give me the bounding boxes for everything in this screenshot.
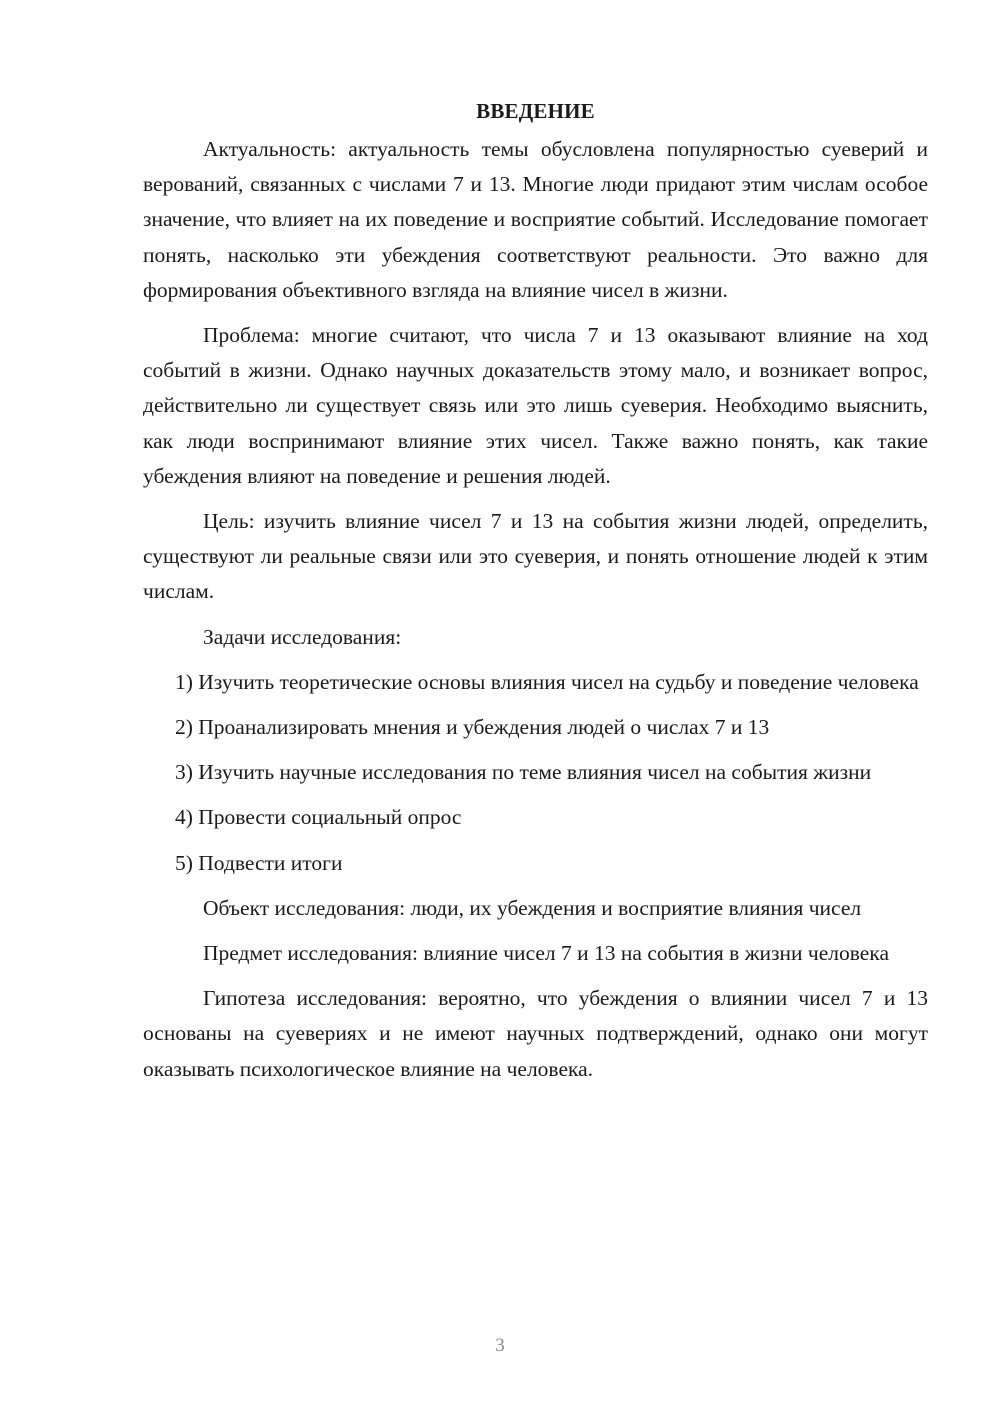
task-item-2: 2) Проанализировать мнения и убеждения людей о числах 7 и 13 (175, 715, 770, 740)
tasks-heading: Задачи исследования: (203, 624, 402, 649)
paragraph-hypothesis: Гипотеза исследования: вероятно, что убеждения о влиянии чисел 7 и 13 основаны на суевериях и не имеют научных подтверждений, однако они могут оказывать психологическое влияние на человека. (143, 986, 928, 1081)
task-item-5: 5) Подвести итоги (175, 850, 343, 875)
document-page (143, 96, 928, 1097)
section-title: ВВЕДЕНИЕ (476, 99, 595, 123)
page-number: 3 (495, 1335, 505, 1356)
paragraph-relevance: Актуальность: актуальность темы обусловлена популярностью суеверий и верований, связанных с числами 7 и 13. Многие люди придают этим числам особое значение, что влияет на их поведение и восприятие событий. Исследование помогает понять, насколько эти убеждения соответствуют реальности. Это важно для формирования объективного взгляда на влияние чисел в жизни. (143, 137, 928, 302)
paragraph-goal: Цель: изучить влияние чисел 7 и 13 на события жизни людей, определить, существуют ли реальные связи или это суеверия, и понять отношение людей к этим числам. (143, 509, 928, 604)
paragraph-subject: Предмет исследования: влияние чисел 7 и 13 на события в жизни человека (203, 941, 889, 966)
paragraph-problem: Проблема: многие считают, что числа 7 и 13 оказывают влияние на ход событий в жизни. Однако научных доказательств этому мало, и возникает вопрос, действительно ли существует связь или это лишь суеверия. Необходимо выяснить, как люди воспринимают влияние этих чисел. Также важно понять, как такие убеждения влияют на поведение и решения людей. (143, 323, 928, 488)
task-item-1: 1) Изучить теоретические основы влияния чисел на судьбу и поведение человека (175, 669, 919, 694)
task-item-3: 3) Изучить научные исследования по теме влияния чисел на события жизни (175, 760, 872, 785)
paragraph-object: Объект исследования: люди, их убеждения и восприятие влияния чисел (203, 895, 862, 920)
task-item-4: 4) Провести социальный опрос (175, 805, 462, 830)
